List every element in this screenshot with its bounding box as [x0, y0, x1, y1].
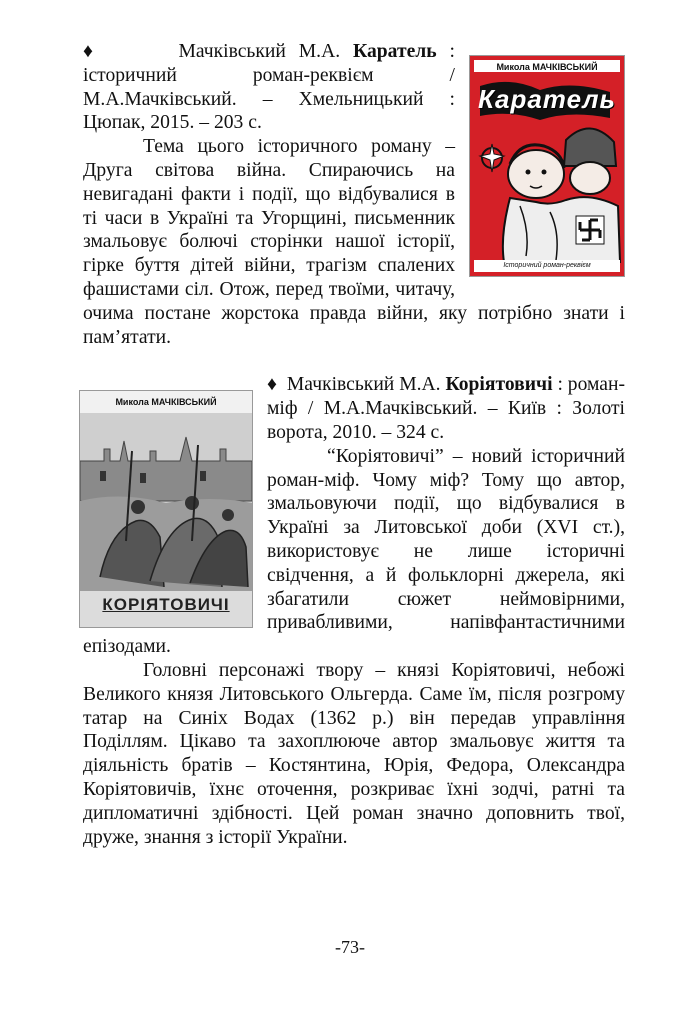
- cover-subtitle-karatel: Історичний роман-реквієм: [503, 262, 591, 269]
- cover-author-koriatovychi: Микола МАЧКІВСЬКИЙ: [115, 397, 217, 408]
- book-title: Каратель: [353, 41, 437, 62]
- bullet-icon: ♦: [267, 374, 278, 396]
- book-author: Мачківський М.А.: [178, 41, 341, 62]
- book-annotation-part1: “Коріятовичі” – новий історичний роман-міф. Чому міф? Тому що автор, змальовуючи події, що відбувалися в Україні за Литовської доби (XVI ст.), використовує не лише історичні свідчення, а й фольклорні джерела, які збагатили сюжет неймовірними, привабливими, напівфантастичними епізодами.: [83, 445, 625, 658]
- book-author: Мачківський М.А.: [286, 374, 441, 396]
- cover-author-karatel: Микола МАЧКІВСЬКИЙ: [496, 62, 598, 72]
- book-bib-details: : історичний роман-реквієм / М.А.Мачківський. – Хмельницький : Цюпак, 2015. – 203 с.: [83, 41, 455, 134]
- bullet-icon: ♦: [83, 41, 102, 62]
- book-cover-koriatovychi: [79, 390, 253, 628]
- book-entry-koriatovychi: [83, 373, 625, 849]
- cover-art-koriatovychi: [80, 391, 252, 627]
- book-entry-karatel: [83, 40, 625, 349]
- cover-title-karatel: Каратель: [478, 84, 616, 114]
- book-annotation: Тема цього історичного роману – Друга світова війна. Спираючись на невигадані факти і події, що відбувалися в ті часи в Україні та Угорщині, письменник змальовує болючі сторінки нашої історії, гірке буття дітей війни, трагізм спалених фашистами сіл. Отож, перед твоїми, читачу, очима постане жорстока правда війни, яку потрібно знати і пам’ятати.: [83, 136, 625, 348]
- book-annotation-part2: Головні персонажі твору – князі Коріятовичі, небожі Великого князя Литовського Ольгерда. Саме їм, після розгрому татар на Синіх Водах (1362 р.) він передав управління Поділлям. Цікаво та захоплююче автор змальовує життя та діяльність братів – Костянтина, Юрія, Федора, Олександра Коріятовичів, їхнє оточення, розкриває їхні зодчі, ратні та дипломатичні здібності. Цей роман значно доповнить твої, друже, знання з історії України.: [83, 659, 625, 848]
- page-number: -73-: [335, 937, 365, 957]
- book-cover-karatel: [469, 55, 625, 277]
- cover-title-koriatovychi: КОРІЯТОВИЧІ: [102, 595, 230, 615]
- book-title: Коріятовичі: [445, 374, 553, 396]
- book-bib-details: : роман-міф / М.А.Мачківський. – Київ : Золоті ворота, 2010. – 324 с.: [267, 374, 625, 443]
- page-content: [83, 40, 625, 849]
